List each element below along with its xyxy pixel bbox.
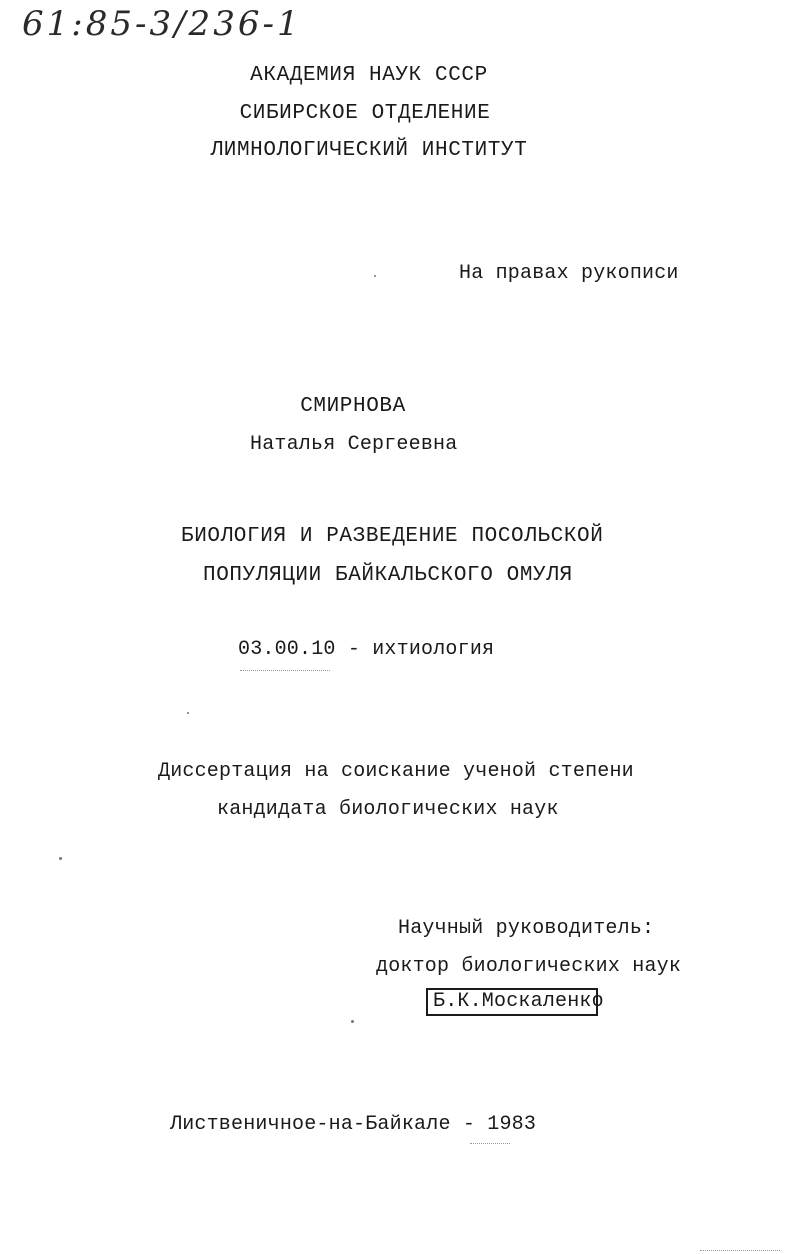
supervisor-degree: доктор биологических наук <box>376 955 682 978</box>
scan-speck <box>59 857 62 860</box>
scan-speck <box>187 712 189 714</box>
header-branch: СИБИРСКОЕ ОТДЕЛЕНИЕ <box>239 102 491 125</box>
author-surname: СМИРНОВА <box>300 395 406 418</box>
place-and-year: Лиственичное-на-Байкале - 1983 <box>170 1113 537 1136</box>
scan-speck <box>374 275 376 277</box>
scan-dots <box>470 1143 510 1145</box>
title-line-2: ПОПУЛЯЦИИ БАЙКАЛЬСКОГО ОМУЛЯ <box>203 564 573 587</box>
supervisor-label: Научный руководитель: <box>398 917 655 940</box>
degree-line-2: кандидата биологических наук <box>217 798 559 821</box>
supervisor-name: Б.К.Москаленко <box>433 990 604 1013</box>
scan-dots <box>700 1250 780 1252</box>
title-line-1: БИОЛОГИЯ И РАЗВЕДЕНИЕ ПОСОЛЬСКОЙ <box>181 525 604 548</box>
scan-dots <box>240 670 330 672</box>
scan-speck <box>351 1020 354 1023</box>
manuscript-rights: На правах рукописи <box>459 262 679 285</box>
header-academy: АКАДЕМИЯ НАУК СССР <box>250 64 488 87</box>
header-institute: ЛИМНОЛОГИЧЕСКИЙ ИНСТИТУТ <box>210 139 528 162</box>
specialty: 03.00.10 - ихтиология <box>238 638 495 661</box>
author-given-names: Наталья Сергеевна <box>250 433 458 456</box>
archive-handwritten-mark: 61:85-3/236-1 <box>22 4 302 44</box>
degree-line-1: Диссертация на соискание ученой степени <box>158 760 634 783</box>
